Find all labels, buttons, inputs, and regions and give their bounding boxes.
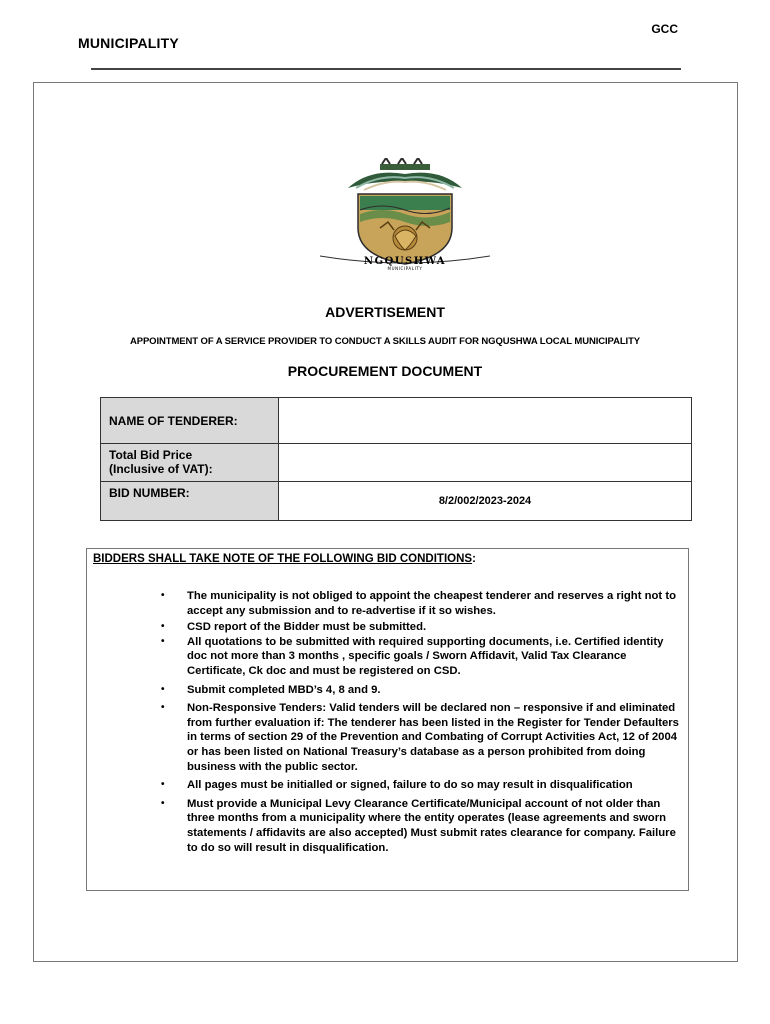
municipal-coat-of-arms [320,158,490,270]
page-title: ADVERTISEMENT [325,304,445,320]
list-item: • All pages must be initialled or signed, failure to do so may result in disqualification [161,778,681,793]
bid-number-label: BID NUMBER: [101,482,279,520]
tender-subject: APPOINTMENT OF A SERVICE PROVIDER TO CONDUCT A SKILLS AUDIT FOR NGQUSHWA LOCAL MUNICIPALITY [129,336,641,347]
bid-number-value: 8/2/002/2023-2024 [438,495,532,507]
crest-plumes-icon [348,158,462,190]
list-item: • The municipality is not obliged to appoint the cheapest tenderer and reserves a right not to accept any submission and to re-advertise if it so wishes. [161,589,681,618]
document-code: GCC [651,22,678,36]
name-of-tenderer-label: NAME OF TENDERER: [101,398,279,443]
total-bid-price-label-line2: (Inclusive of VAT): [109,462,213,476]
list-item: • Submit completed MBD’s 4, 8 and 9. [161,683,681,698]
bid-conditions-list [161,589,681,855]
list-item: • CSD report of the Bidder must be submitted. [161,620,681,635]
bid-conditions-heading-colon: : [472,553,476,565]
header-divider [91,68,681,70]
emblem-subtext: MUNICIPALITY [387,266,423,270]
bid-conditions-box [86,548,689,891]
total-bid-price-label-line1: Total Bid Price [109,448,193,462]
tender-details-table [100,397,692,521]
list-item: • Must provide a Municipal Levy Clearance Certificate/Municipal account of not older than three months from a municipality where the entity operates (lease agreements and sworn statements / affidavits are also accepted) Must submit rates clearance for company. Failure to do so will result in disqualification. [161,797,681,855]
bid-conditions-heading-text: BIDDERS SHALL TAKE NOTE OF THE FOLLOWING BID CONDITIONS [93,553,473,565]
emblem-text: NGQUSHWA [363,256,447,267]
document-type: PROCUREMENT DOCUMENT [287,363,483,379]
shield-icon [358,194,452,264]
bid-conditions-heading [93,553,476,565]
list-item: • All quotations to be submitted with required supporting documents, i.e. Certified identity doc not more than 3 months , specific goals / Sworn Affidavit, Valid Tax Clearance Certificate, Ck doc and must be registered on CSD. [161,635,681,679]
total-bid-price-label [101,444,279,481]
organization-heading: MUNICIPALITY [78,35,179,51]
name-of-tenderer-field[interactable] [279,398,691,443]
total-bid-price-field[interactable] [279,444,691,481]
list-item: • Non-Responsive Tenders: Valid tenders will be declared non – responsive if and eliminated from further evaluation if: The tenderer has been listed in the Register for Tender Defaulters in terms of section 29 of the Prevention and Combating of Corrupt Activities Act, 12 of 2004 or has been listed on National Treasury’s database as a person prohibited from doing business with the public sector. [161,701,681,774]
